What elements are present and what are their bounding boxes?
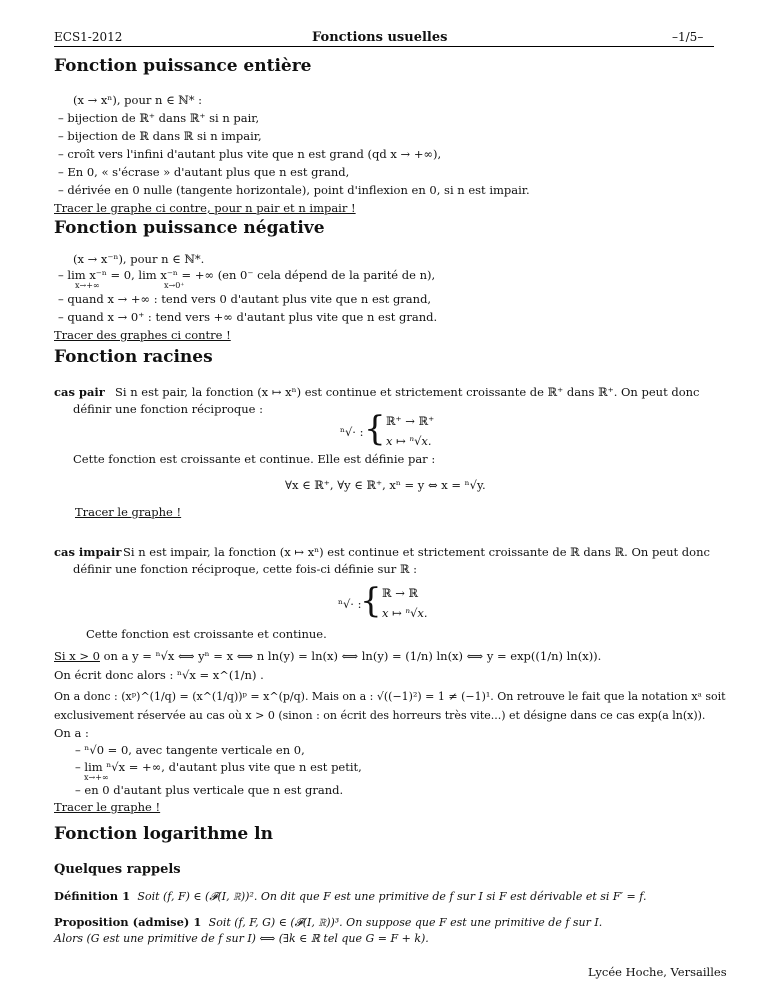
s1-line-2: – bijection de ℝ dans ℝ si n impair, — [58, 129, 262, 143]
cas-impair-label: cas impair — [54, 545, 122, 559]
cas-pair-text-2: définir une fonction réciproque : — [73, 402, 263, 416]
ecrit-line: On écrit donc alors : ⁿ√x = x^(1/n) . — [54, 668, 264, 682]
s1-task: Tracer le graphe ci contre, pour n pair et n impair ! — [54, 201, 356, 215]
s2-task: Tracer des graphes ci contre ! — [54, 328, 231, 342]
s2-line-1: – lim x⁻ⁿ = 0, lim x⁻ⁿ = +∞ (en 0⁻ cela dépend de la parité de n), — [58, 268, 436, 282]
pair-map-row-1: ℝ⁺ → ℝ⁺ — [386, 414, 435, 428]
equivalence-chain: on a y = ⁿ√x ⟺ yⁿ = x ⟺ n ln(y) = ln(x) ⟺ ln(y) = (1/n) ln(x) ⟺ y = exp((1/n) ln(x)). — [99, 649, 602, 663]
header-left: ECS1-2012 — [54, 30, 123, 44]
section-title-logarithme: Fonction logarithme ln — [54, 824, 273, 844]
racine-lim-sub: x→+∞ — [84, 773, 109, 782]
s1-line-1: – bijection de ℝ⁺ dans ℝ⁺ si n pair, — [58, 111, 260, 125]
cas-pair-text-3: Cette fonction est croissante et continue. Elle est définie par : — [73, 452, 436, 466]
donc-line-1: On a donc : (xᵖ)^(1/q) = (x^(1/q))ᵖ = x^(p/q). Mais on a : √((−1)²) = 1 ≠ (−1)¹. On retrouve le fait que la notation xᵃ soit — [54, 690, 726, 703]
cas-pair-text-1: Si n est pair, la fonction (x ↦ xⁿ) est continue et strictement croissante de ℝ⁺ dans ℝ⁺. On peut donc — [115, 385, 700, 399]
s1-line-0: (x → xⁿ), pour n ∈ ℕ* : — [73, 93, 203, 107]
racine-item-1: – lim ⁿ√x = +∞, d'autant plus vite que n est petit, — [75, 760, 362, 774]
pair-map-name: ⁿ√· : — [340, 425, 364, 439]
s1-line-5: – dérivée en 0 nulle (tangente horizontale), point d'inflexion en 0, si n est impair. — [58, 183, 530, 197]
s2-lim-sub-2: x→0⁺ — [164, 281, 185, 290]
section-title-puissance-entiere: Fonction puissance entière — [54, 56, 312, 76]
definition-label: Définition 1 — [54, 889, 131, 903]
cas-impair-text-2: définir une fonction réciproque, cette fois-ci définie sur ℝ : — [73, 562, 418, 576]
s1-line-3: – croît vers l'infini d'autant plus vite que n est grand (qd x → +∞), — [58, 147, 442, 161]
proposition-1 — [54, 915, 602, 930]
pair-definition: ∀x ∈ ℝ⁺, ∀y ∈ ℝ⁺, xⁿ = y ⇔ x = ⁿ√y. — [285, 478, 486, 492]
donc-line-2: exclusivement réservée au cas où x > 0 (sinon : on écrit des horreurs très vite...) et désigne dans ce cas exp(a ln(x)). — [54, 709, 706, 722]
proposition-text-1: Soit (f, F, G) ∈ (𝓕(I, ℝ))³. On suppose que F est une primitive de f sur I. — [208, 916, 603, 929]
s2-lim-sub-1: x→+∞ — [75, 281, 100, 290]
definition-text: Soit (f, F) ∈ (𝓕(I, ℝ))². On dit que F est une primitive de f sur I si F est dérivable et si F′ = f. — [137, 890, 647, 903]
impair-map-row-1: ℝ → ℝ — [382, 586, 419, 600]
s2-line-2: – quand x → +∞ : tend vers 0 d'autant plus vite que n est grand, — [58, 292, 432, 306]
brace-icon: { — [360, 581, 382, 621]
s2-line-0: (x → x⁻ⁿ), pour n ∈ ℕ*. — [73, 252, 205, 266]
s1-line-4: – En 0, « s'écrase » d'autant plus que n est grand, — [58, 165, 350, 179]
subsection-rappels: Quelques rappels — [54, 862, 181, 877]
page-title: Fonctions usuelles — [312, 30, 448, 45]
page-number: –1/5– — [672, 30, 704, 44]
cas-pair-label: cas pair — [54, 385, 105, 399]
racine-task: Tracer le graphe ! — [54, 800, 161, 814]
s2-line-3: – quand x → 0⁺ : tend vers +∞ d'autant plus vite que n est grand. — [58, 310, 438, 324]
brace-icon: { — [364, 409, 386, 449]
ona-label: On a : — [54, 726, 89, 740]
impair-map-name: ⁿ√· : — [338, 597, 362, 611]
impair-map-row-2: x ↦ ⁿ√x. — [382, 606, 428, 620]
proposition-label: Proposition (admise) 1 — [54, 915, 202, 929]
cas-impair-text-1: Si n est impair, la fonction (x ↦ xⁿ) est continue et strictement croissante de ℝ dans ℝ. On peut donc — [123, 545, 710, 559]
pair-task: Tracer le graphe ! — [75, 505, 182, 519]
header-rule — [54, 46, 714, 47]
equivalence-line — [54, 649, 601, 663]
footer: Lycée Hoche, Versailles — [588, 965, 727, 979]
section-title-racines: Fonction racines — [54, 347, 213, 367]
pair-map-row-2: x ↦ ⁿ√x. — [386, 434, 432, 448]
racine-item-2: – en 0 d'autant plus verticale que n est grand. — [75, 783, 344, 797]
racine-item-0: – ⁿ√0 = 0, avec tangente verticale en 0, — [75, 743, 305, 757]
condition-x-positive: Si x > 0 — [54, 649, 100, 663]
proposition-text-2: Alors (G est une primitive de f sur I) ⟺ (∃k ∈ ℝ tel que G = F + k). — [54, 932, 429, 945]
cas-impair-text-3: Cette fonction est croissante et continue. — [86, 627, 327, 641]
definition-1 — [54, 889, 646, 904]
section-title-puissance-negative: Fonction puissance négative — [54, 218, 325, 238]
